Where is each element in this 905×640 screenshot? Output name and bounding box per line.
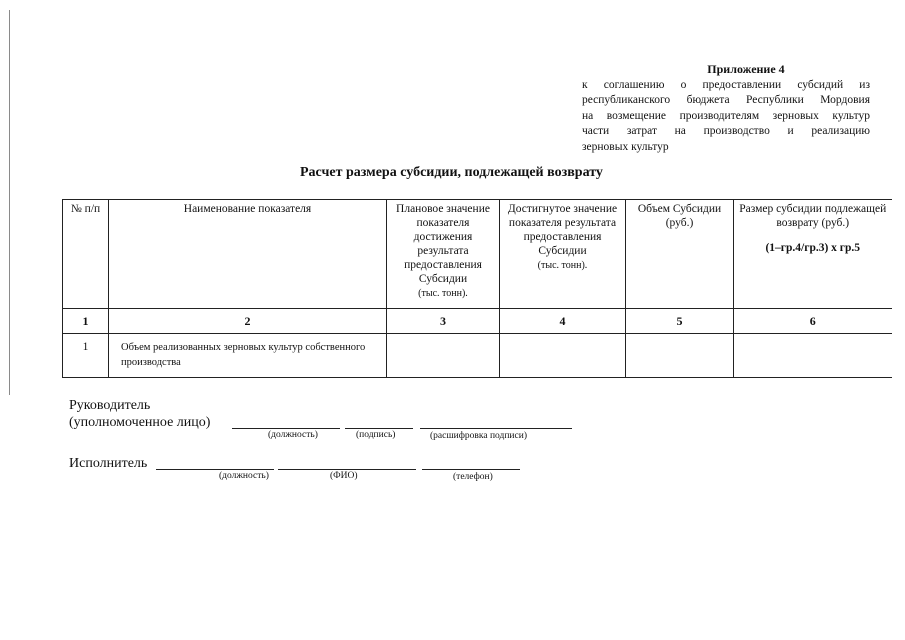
executor-caption-fio: (ФИО) xyxy=(330,471,358,481)
header-formula: (1–гр.4/гр.3) x гр.5 xyxy=(765,242,861,254)
head-signature-line[interactable] xyxy=(345,428,413,429)
header-volume: Объем Субсидии (руб.) xyxy=(626,200,734,309)
column-number-row xyxy=(63,309,892,334)
appendix-line: зерновых культур xyxy=(582,140,669,153)
header-planned: Плановое значение показателя достижения результата предоставления Субсидии (тыс. тонн). xyxy=(387,200,500,309)
column-number: 5 xyxy=(626,309,734,334)
row-planned-cell[interactable] xyxy=(387,334,500,378)
appendix-line: на возмещение производителям зерновых культур xyxy=(582,109,870,122)
executor-caption-position: (должность) xyxy=(219,471,269,481)
row-achieved-cell[interactable] xyxy=(500,334,626,378)
head-caption-signature: (подпись) xyxy=(356,430,396,440)
head-label-detail: (уполномоченное лицо) xyxy=(69,415,211,430)
table-row xyxy=(63,334,892,378)
head-name-line[interactable] xyxy=(420,428,572,429)
document-title: Расчет размера субсидии, подлежащей возврату xyxy=(300,165,603,180)
executor-position-line[interactable] xyxy=(156,469,274,470)
row-num-cell: 1 xyxy=(63,334,109,378)
row-volume-cell[interactable] xyxy=(626,334,734,378)
head-caption-position: (должность) xyxy=(268,430,318,440)
executor-label: Исполнитель xyxy=(69,456,148,471)
header-num: № п/п xyxy=(63,200,109,309)
appendix-title: Приложение 4 xyxy=(707,62,785,76)
header-achieved: Достигнутое значение показателя результата предоставления Субсидии (тыс. тонн). xyxy=(500,200,626,309)
column-number: 2 xyxy=(109,309,387,334)
subsidy-table xyxy=(62,199,892,378)
head-label: Руководитель xyxy=(69,398,151,413)
row-name-cell: Объем реализованных зерновых культур собственного производства xyxy=(109,334,387,378)
appendix-line: к соглашению о предоставлении субсидий из xyxy=(582,78,870,91)
header-name: Наименование показателя xyxy=(109,200,387,309)
column-number: 4 xyxy=(500,309,626,334)
column-number: 1 xyxy=(63,309,109,334)
header-size: Размер субсидии подлежащей возврату (руб.) (1–гр.4/гр.3) x гр.5 xyxy=(734,200,892,309)
executor-caption-phone: (телефон) xyxy=(453,472,493,482)
appendix-text xyxy=(582,78,870,156)
head-position-line[interactable] xyxy=(232,428,340,429)
appendix-line: части затрат на производство и реализацию xyxy=(582,125,870,137)
margin-rule xyxy=(9,10,10,395)
executor-fio-line[interactable] xyxy=(278,469,416,470)
appendix-line: республиканского бюджета Республики Мордовия xyxy=(582,94,870,106)
appendix-block xyxy=(582,62,870,155)
column-number: 6 xyxy=(734,309,892,334)
row-size-cell[interactable] xyxy=(734,334,892,378)
executor-phone-line[interactable] xyxy=(422,469,520,470)
column-number: 3 xyxy=(387,309,500,334)
head-caption-name: (расшифровка подписи) xyxy=(430,431,527,441)
table-header-row xyxy=(63,200,892,309)
